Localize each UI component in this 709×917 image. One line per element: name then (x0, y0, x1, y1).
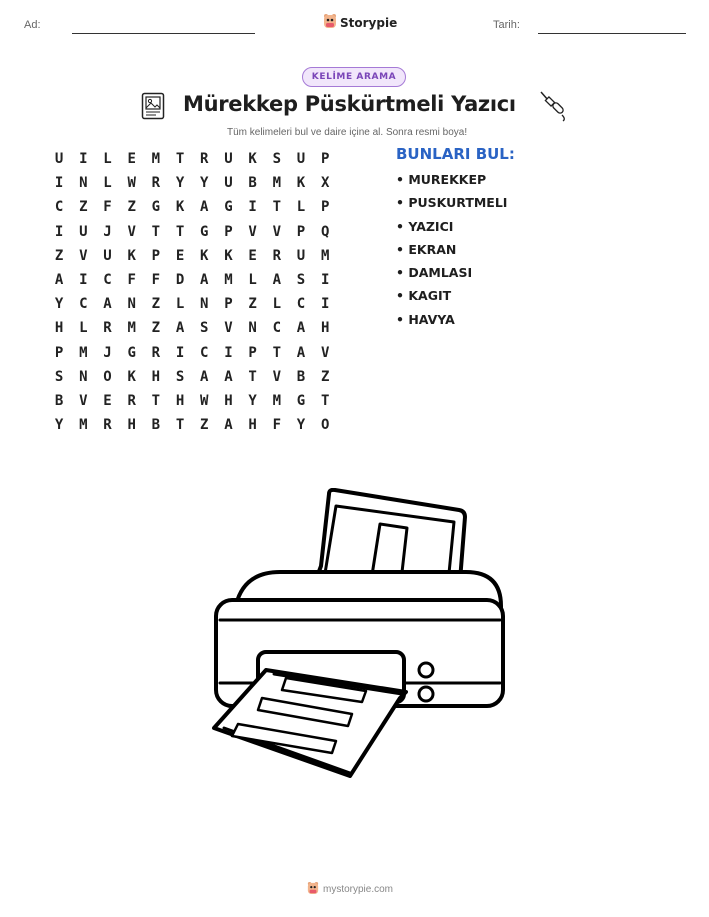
word-search-grid[interactable] (47, 147, 337, 437)
grid-letter[interactable]: I (224, 344, 233, 361)
grid-letter[interactable]: U (79, 223, 88, 240)
grid-letter[interactable]: U (296, 247, 306, 264)
grid-letter[interactable]: G (151, 199, 161, 216)
grid-letter[interactable]: H (248, 417, 257, 434)
grid-letter[interactable]: Z (151, 320, 161, 337)
grid-letter[interactable]: K (127, 368, 136, 385)
grid-letter[interactable]: V (320, 344, 330, 361)
grid-letter[interactable]: P (296, 223, 306, 240)
date-line[interactable] (538, 33, 686, 34)
grid-letter[interactable]: O (103, 368, 112, 385)
grid-letter[interactable]: E (103, 392, 112, 409)
grid-letter[interactable]: N (248, 320, 257, 337)
name-label: Ad: (24, 19, 41, 31)
grid-letter[interactable]: C (296, 296, 306, 313)
picture-icon (141, 92, 165, 124)
grid-letter[interactable]: U (224, 175, 233, 192)
grid-letter[interactable]: A (54, 272, 64, 289)
grid-letter[interactable]: C (200, 344, 209, 361)
grid-letter[interactable]: P (320, 151, 330, 168)
grid-letter[interactable]: V (248, 223, 257, 240)
grid-letter[interactable]: M (320, 247, 330, 264)
grid-letter[interactable]: P (151, 247, 161, 264)
grid-letter[interactable]: A (224, 417, 233, 434)
grid-letter[interactable]: A (200, 272, 209, 289)
grid-letter[interactable]: M (272, 175, 281, 192)
grid-letter[interactable]: Z (79, 199, 88, 216)
grid-letter[interactable]: H (320, 320, 330, 337)
grid-letter[interactable]: K (224, 247, 233, 264)
grid-letter[interactable]: L (175, 296, 185, 313)
grid-letter[interactable]: V (272, 368, 281, 385)
grid-letter[interactable]: K (200, 247, 209, 264)
word-item: • PUSKURTMELI (396, 195, 508, 211)
grid-letter[interactable]: Z (320, 368, 330, 385)
grid-letter[interactable]: C (272, 320, 281, 337)
grid-letter[interactable]: O (320, 417, 330, 434)
grid-letter[interactable]: R (272, 247, 281, 264)
grid-letter[interactable]: V (79, 392, 88, 409)
grid-letter[interactable]: A (296, 344, 306, 361)
brand (323, 13, 397, 33)
grid-letter[interactable]: R (103, 417, 112, 434)
grid-letter[interactable]: I (54, 175, 64, 192)
grid-letter[interactable]: V (79, 247, 88, 264)
grid-letter[interactable]: R (127, 392, 136, 409)
grid-letter[interactable]: P (54, 344, 64, 361)
grid-letter[interactable]: U (54, 151, 64, 168)
grid-letter[interactable]: F (103, 199, 112, 216)
grid-letter[interactable]: G (127, 344, 136, 361)
word-list (396, 172, 507, 335)
grid-letter[interactable]: B (296, 368, 306, 385)
date-label: Tarih: (493, 19, 520, 31)
grid-letter[interactable]: T (175, 417, 185, 434)
grid-letter[interactable]: J (103, 223, 112, 240)
grid-letter[interactable]: G (296, 392, 306, 409)
grid-letter[interactable]: L (79, 320, 88, 337)
grid-letter[interactable]: A (103, 296, 112, 313)
grid-letter[interactable]: V (127, 223, 136, 240)
grid-letter[interactable]: I (79, 272, 88, 289)
grid-letter[interactable]: R (151, 175, 161, 192)
grid-letter[interactable]: A (224, 368, 233, 385)
word-item: • DAMLASI (396, 265, 473, 281)
grid-letter[interactable]: Q (320, 223, 330, 240)
grid-letter[interactable]: G (224, 199, 233, 216)
grid-letter[interactable]: M (79, 344, 88, 361)
grid-letter[interactable]: K (296, 175, 306, 192)
footer (307, 880, 393, 899)
grid-letter[interactable]: H (127, 417, 136, 434)
grid-letter[interactable]: A (200, 368, 209, 385)
grid-letter[interactable]: A (175, 320, 185, 337)
grid-letter[interactable]: R (200, 151, 209, 168)
activity-badge: KELİME ARAMA (302, 67, 406, 87)
grid-letter[interactable]: T (175, 223, 185, 240)
grid-letter[interactable]: N (79, 175, 88, 192)
grid-letter[interactable]: U (224, 151, 233, 168)
grid-letter[interactable]: I (320, 272, 330, 289)
grid-letter[interactable]: J (103, 344, 112, 361)
grid-letter[interactable]: E (175, 247, 185, 264)
grid-letter[interactable]: B (54, 392, 64, 409)
grid-letter[interactable]: P (224, 223, 233, 240)
grid-letter[interactable]: S (200, 320, 209, 337)
grid-letter[interactable]: Z (127, 199, 136, 216)
grid-letter[interactable]: M (272, 392, 281, 409)
storypie-logo-icon (307, 880, 319, 899)
grid-letter[interactable]: V (272, 223, 281, 240)
grid-letter[interactable]: Y (296, 417, 306, 434)
grid-letter[interactable]: T (151, 392, 161, 409)
printer-illustration[interactable] (210, 488, 510, 787)
grid-letter[interactable]: P (248, 344, 257, 361)
grid-letter[interactable]: W (127, 175, 136, 192)
grid-letter[interactable]: U (103, 247, 112, 264)
word-item: • HAVYA (396, 311, 455, 327)
grid-letter[interactable]: F (272, 417, 281, 434)
grid-letter[interactable]: Z (200, 417, 209, 434)
grid-letter[interactable]: T (248, 368, 257, 385)
word-item: • YAZICI (396, 218, 454, 234)
grid-letter[interactable]: R (103, 320, 112, 337)
grid-letter[interactable]: M (224, 272, 233, 289)
grid-letter[interactable]: S (272, 151, 281, 168)
brand-name: Storypie (340, 16, 398, 30)
grid-letter[interactable]: I (320, 296, 330, 313)
grid-letter[interactable]: N (127, 296, 136, 313)
grid-letter[interactable]: B (248, 175, 257, 192)
soldering-iron-icon (538, 89, 568, 127)
grid-letter[interactable]: S (54, 368, 64, 385)
grid-letter[interactable]: K (127, 247, 136, 264)
grid-letter[interactable]: L (272, 296, 281, 313)
grid-letter[interactable]: N (79, 368, 88, 385)
word-item: • KAGIT (396, 288, 452, 304)
grid-letter[interactable]: Y (175, 175, 185, 192)
grid-letter[interactable]: N (200, 296, 209, 313)
grid-letter[interactable]: L (103, 175, 112, 192)
grid-letter[interactable]: M (79, 417, 88, 434)
grid-letter[interactable]: M (151, 151, 161, 168)
grid-letter[interactable]: V (224, 320, 233, 337)
word-list-heading: BUNLARI BUL: (396, 145, 515, 163)
footer-url[interactable]: mystorypie.com (323, 884, 394, 895)
grid-letter[interactable]: T (272, 199, 281, 216)
grid-letter[interactable]: M (127, 320, 136, 337)
grid-letter[interactable]: I (175, 344, 185, 361)
grid-letter[interactable]: C (103, 272, 112, 289)
grid-letter[interactable]: L (296, 199, 306, 216)
grid-letter[interactable]: Z (54, 247, 64, 264)
grid-letter[interactable]: K (175, 199, 185, 216)
grid-letter[interactable]: P (320, 199, 330, 216)
grid-letter[interactable]: Z (151, 296, 161, 313)
grid-letter[interactable]: A (272, 272, 281, 289)
name-line[interactable] (72, 33, 255, 34)
grid-letter[interactable]: K (248, 151, 257, 168)
grid-letter[interactable]: T (272, 344, 281, 361)
grid-letter[interactable]: H (151, 368, 161, 385)
grid-letter[interactable]: E (127, 151, 136, 168)
grid-letter[interactable]: E (248, 247, 257, 264)
grid-letter[interactable]: L (248, 272, 257, 289)
grid-letter[interactable]: I (54, 223, 64, 240)
grid-letter[interactable]: Y (54, 417, 64, 434)
grid-letter[interactable]: D (175, 272, 185, 289)
grid-letter[interactable]: Y (54, 296, 64, 313)
grid-letter[interactable]: B (151, 417, 161, 434)
grid-letter[interactable]: H (224, 392, 233, 409)
grid-letter[interactable]: A (200, 199, 209, 216)
grid-letter[interactable]: I (248, 199, 257, 216)
page-title: Mürekkep Püskürtmeli Yazıcı (183, 92, 516, 116)
grid-letter[interactable]: I (79, 151, 88, 168)
storypie-logo-icon (323, 13, 337, 33)
grid-letter[interactable]: T (151, 223, 161, 240)
grid-letter[interactable]: R (151, 344, 161, 361)
grid-letter[interactable]: S (296, 272, 306, 289)
grid-letter[interactable]: S (175, 368, 185, 385)
grid-letter[interactable]: Y (248, 392, 257, 409)
grid-letter[interactable]: H (54, 320, 64, 337)
grid-letter[interactable]: H (175, 392, 185, 409)
grid-letter[interactable]: A (296, 320, 306, 337)
grid-letter[interactable]: G (200, 223, 209, 240)
word-item: • MUREKKEP (396, 172, 487, 187)
grid-letter[interactable]: C (79, 296, 88, 313)
grid-letter[interactable]: P (224, 296, 233, 313)
grid-letter[interactable]: F (151, 272, 161, 289)
grid-letter[interactable]: Y (200, 175, 209, 192)
grid-letter[interactable]: C (54, 199, 64, 216)
grid-letter[interactable]: F (127, 272, 136, 289)
grid-letter[interactable]: L (103, 151, 112, 168)
grid-letter[interactable]: T (320, 392, 330, 409)
grid-letter[interactable]: U (296, 151, 306, 168)
instructions: Tüm kelimeleri bul ve daire içine al. Sonra resmi boya! (227, 127, 468, 138)
word-item: • EKRAN (396, 241, 457, 257)
grid-letter[interactable]: W (200, 392, 209, 409)
grid-letter[interactable]: X (320, 175, 330, 192)
grid-letter[interactable]: Z (248, 296, 257, 313)
grid-letter[interactable]: T (175, 151, 185, 168)
